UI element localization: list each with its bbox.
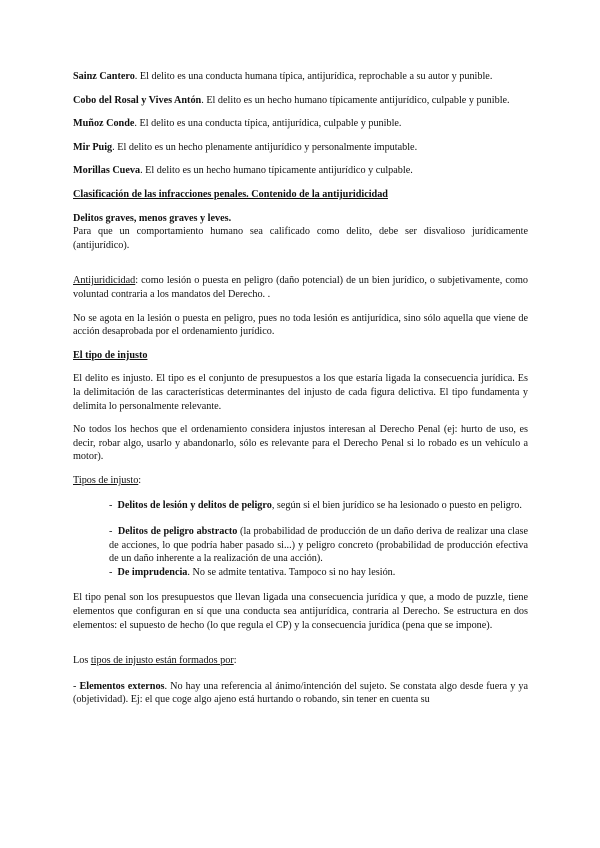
item-bold: Delitos de lesión y delitos de peligro bbox=[117, 500, 272, 512]
item-bold: Delitos de peligro abstracto bbox=[117, 526, 238, 538]
section-heading-clasificacion: Clasificación de las infracciones penales. Contenido de la antijuridicidad bbox=[73, 188, 388, 200]
elem-text: . No hay una referencia al ánimo/intención del sujeto. Se constata algo desde fuera y ya (objetividad). Ej: el que coge algo ajeno está hurtando o robando, sin tener en cuenta su bbox=[73, 680, 528, 706]
formed-suffix: : bbox=[233, 655, 237, 667]
definition-text: . El delito es una conducta típica, antijurídica, culpable y punible. bbox=[134, 118, 402, 130]
tipos-injusto-label: Tipos de injusto bbox=[73, 474, 139, 486]
author-name: Morillas Cueva bbox=[73, 165, 141, 177]
section2-para1: El delito es injusto. El tipo es el conjunto de presupuestos a los que estaría ligada la consecuencia jurídica. Es la delimitación de las características determinantes del injusto de cada figura delictiva. El tipo fundamenta y delimita lo personalmente relevante. bbox=[73, 373, 528, 412]
antijuridicidad-para bbox=[73, 274, 528, 301]
section2-para3: El tipo penal son los presupuestos que llevan ligada una consecuencia jurídica y que, a modo de puzzle, tiene elementos que configuran en sí que una conducta sea antijurídica, contraria al Derecho. Se estructura en dos elementos: el supuesto de hecho (lo que regula el CP) y la consecuencia jurídica (pena que se impone). bbox=[73, 592, 528, 631]
section2-para2: No todos los hechos que el ordenamiento considera injustos interesan al Derecho Penal (ej: hurto de uso, es decir, robar algo, usarlo y abandonarlo, sólo es relevante para el Derecho Penal si lo robado es un vehículo a motor). bbox=[73, 424, 528, 463]
section1-para2: No se agota en la lesión o puesta en peligro, pues no toda lesión es antijurídica, sino sólo aquella que viene de acción desaprobada por el ordenamiento jurídico. bbox=[73, 312, 528, 338]
subheading-delitos: Delitos graves, menos graves y leves. bbox=[73, 212, 232, 224]
definition-mir bbox=[73, 141, 528, 155]
elem-bold: Elementos externos bbox=[79, 680, 165, 692]
section1-intro bbox=[73, 212, 528, 253]
list-item-imprudencia bbox=[109, 566, 528, 580]
list-dash: - bbox=[109, 500, 113, 512]
definition-cobo bbox=[73, 94, 528, 108]
list-item-abstracto bbox=[109, 525, 528, 566]
list-dash: - bbox=[109, 526, 113, 538]
formed-prefix: Los bbox=[73, 655, 91, 667]
definition-text: . El delito es un hecho plenamente antijurídico y personalmente imputable. bbox=[112, 141, 418, 153]
document-body bbox=[73, 70, 528, 717]
item-bold: De imprudencia bbox=[117, 566, 188, 578]
item-text: (la probabilidad de producción de un daño deriva de realizar una clase de acciones, lo que podría haber pasado si...) y peligro concreto (probabilidad de producción efectiva de un daño inherente a la realización de una acción). bbox=[109, 526, 528, 565]
definition-text: . El delito es un hecho humano típicamente antijurídico, culpable y punible. bbox=[201, 94, 510, 106]
elem-dash: - bbox=[73, 680, 80, 692]
list-dash: - bbox=[109, 566, 113, 578]
definition-sainz bbox=[73, 70, 528, 84]
antijuridicidad-text: : como lesión o puesta en peligro (daño potencial) de un bien jurídico, o subjetivamente, como voluntad contraria a los mandatos del Derecho. . bbox=[73, 275, 528, 300]
definition-text: . El delito es una conducta humana típica, antijurídica, reprochable a su autor y punible. bbox=[134, 71, 493, 82]
antijuridicidad-label: Antijuridicidad bbox=[73, 275, 136, 287]
definition-morillas bbox=[73, 164, 528, 178]
colon: : bbox=[138, 474, 142, 486]
author-name: Cobo del Rosal y Vives Antón bbox=[73, 94, 202, 106]
section-heading-tipo-injusto: El tipo de injusto bbox=[73, 349, 148, 361]
item-text: , según si el bien jurídico se ha lesionado o puesto en peligro. bbox=[271, 500, 522, 512]
elementos-externos-para bbox=[73, 680, 528, 707]
author-name: Sainz Cantero bbox=[73, 71, 135, 82]
item-text: . No se admite tentativa. Tampoco si no hay lesión. bbox=[187, 566, 396, 578]
tipos-injusto-label-line bbox=[73, 474, 528, 488]
list-item-lesion bbox=[109, 499, 528, 513]
formed-by-line bbox=[73, 654, 528, 668]
author-name: Mir Puig bbox=[73, 141, 113, 153]
definition-munoz bbox=[73, 117, 528, 131]
author-name: Muñoz Conde bbox=[73, 118, 135, 130]
section1-para1: Para que un comportamiento humano sea calificado como delito, debe ser disvalioso jurídicamente (antijurídico). bbox=[73, 226, 528, 251]
definition-text: . El delito es un hecho humano típicamente antijurídico y culpable. bbox=[140, 165, 413, 177]
formed-label: tipos de injusto están formados por bbox=[90, 655, 234, 667]
